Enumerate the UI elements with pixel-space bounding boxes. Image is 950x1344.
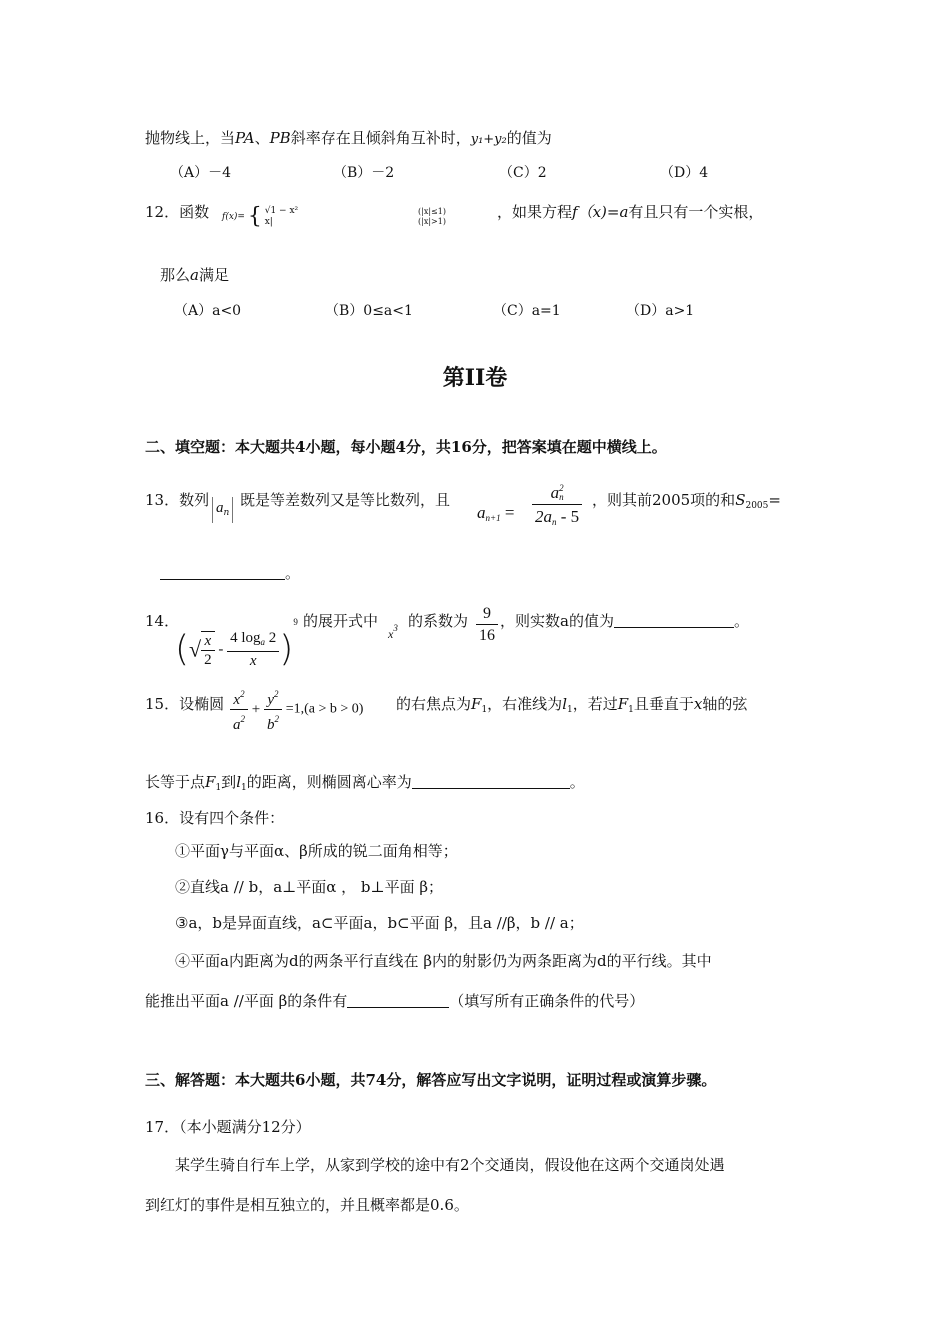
q15-line2b: 到 (221, 773, 237, 791)
q17-stem: 17．（本小题满分12分） (145, 1118, 311, 1136)
q13-frac-den-a: 2a (535, 507, 552, 526)
q14-frac-b-num-sub: a (260, 637, 266, 648)
q14-x3-x: x (388, 627, 394, 641)
q14-exponent: 9 (293, 617, 298, 627)
q14-text2: 的系数为 (408, 612, 469, 630)
q17-paragraph-2: 到红灯的事件是相互独立的，并且概率都是0.6。 (145, 1196, 469, 1214)
q11-stem (145, 128, 552, 150)
q12-text2: 有且只有一个实根， (628, 203, 764, 221)
q12-text1: ，如果方程 (497, 203, 573, 221)
q13-s-sub: 2005 (745, 501, 769, 511)
section2-title: 第II卷 (442, 365, 508, 391)
q15-b-sq: 2 (274, 714, 279, 724)
q14-stem-mid (303, 611, 378, 631)
q15-text2: ，右准线为 (487, 695, 563, 713)
q15-f1: F (471, 695, 482, 713)
q15-end: 。 (569, 773, 585, 791)
q14-frac-a (201, 631, 215, 669)
q14-stem (145, 611, 179, 631)
q14-left-paren: ( (175, 628, 190, 670)
q16-blank[interactable] (347, 993, 449, 1008)
q16-question-note: （填写所有正确条件的代号） (449, 992, 645, 1010)
q14-coef-frac (476, 604, 498, 647)
q15-l1-b-sub: 1 (241, 783, 247, 793)
q14-frac-b-num (227, 629, 279, 652)
q12-number: 12．函数 (145, 203, 210, 221)
q16-stem: 16．设有四个条件： (145, 809, 285, 827)
q15-a: a (233, 717, 241, 733)
q13-stem-right (592, 490, 781, 516)
q13-seq-a: a (216, 500, 224, 516)
q12-option-a: （A）a<0 (174, 303, 242, 319)
q15-text1: 的右焦点为 (396, 695, 472, 713)
q13-seq-sub: n (223, 508, 230, 518)
q15-plus: + (251, 701, 261, 718)
q15-f1-sub: 1 (481, 705, 488, 715)
q12-option-c: （C）a=1 (493, 303, 561, 319)
q12-fx: f（x)=a (572, 203, 629, 221)
q15-x-axis: x (693, 695, 703, 713)
q12-case2: x| (264, 217, 273, 227)
q15-frac-x-den (230, 710, 248, 734)
q14-coef-num: 9 (476, 604, 498, 625)
q12-line2-text-b: 满足 (198, 266, 229, 284)
q13-text1: 既是等差数列又是等比数列，且 (240, 491, 451, 509)
q14-frac-a-den: 2 (204, 651, 212, 668)
q11-option-d: （D）4 (660, 165, 709, 181)
q16-question-text: 能推出平面a //平面 β的条件有 (145, 992, 348, 1010)
q13-frac-den (532, 505, 582, 534)
q12-stem-right (497, 202, 763, 222)
q14-stem-mid2 (408, 611, 468, 631)
q13-frac-num-sup: 2 (559, 483, 564, 493)
q14-text3: ，则实数a的值为 (500, 612, 614, 630)
q15-ellipse (230, 685, 363, 734)
q12-conditions (418, 207, 446, 227)
q15-f1-b: F (617, 695, 629, 713)
q12-option-d: （D）a>1 (626, 303, 695, 319)
q11-y1y2: y₁+y₂ (470, 132, 507, 147)
q13-frac-den-sub: n (552, 517, 557, 527)
q13-frac-num-a: a (550, 483, 560, 502)
q15-b: b (266, 717, 275, 733)
q12-line2 (160, 265, 229, 285)
q15-text5: 轴的弦 (702, 695, 748, 713)
q15-x: x (233, 692, 241, 708)
q13-frac-num-sub: n (559, 492, 564, 502)
q12-cond1: (|x|≤1) (418, 207, 446, 216)
q14-blank[interactable] (614, 613, 734, 628)
q13-eq: = (504, 503, 515, 522)
q15-frac-y-num (264, 685, 282, 710)
q12-brace: { (247, 204, 262, 229)
q14-frac-b (227, 629, 279, 670)
q15-a-sq: 2 (240, 714, 245, 724)
q13-lhs-a: a (477, 503, 486, 522)
section3-heading: 三、解答题：本大题共6小题，共74分，解答应写出文字说明，证明过程或演算步骤。 (145, 1071, 717, 1089)
q15-line2a: 长等于点 (145, 773, 206, 791)
q13-frac-den-tail: - 5 (556, 507, 580, 526)
q14-x3 (388, 618, 398, 644)
q15-f1-c-sub: 1 (215, 783, 222, 793)
q13-lhs-sub: n+1 (485, 513, 501, 523)
q13-stem-mid (240, 490, 450, 510)
q14-end: 。 (733, 612, 749, 630)
q15-f1-c: F (205, 773, 216, 791)
q13-fraction (532, 482, 582, 534)
q14-frac-b-num-text: 4 log (230, 630, 261, 647)
q11-text2: 斜率存在且倾斜角互补时， (290, 129, 471, 147)
q15-blank[interactable] (412, 774, 570, 789)
q15-y: y (267, 692, 275, 708)
q14-number: 14． (145, 612, 180, 630)
q15-frac-y-den (264, 710, 282, 734)
q12-a: a (190, 266, 199, 284)
q14-minus: - (218, 641, 224, 658)
q15-line2 (145, 772, 585, 798)
q15-text4: 且垂直于 (633, 695, 694, 713)
q16-condition-3: ③a，b是异面直线，a⊂平面a，b⊂平面 β，且a //β，b // a； (175, 914, 584, 932)
q13-answer-line (160, 563, 300, 583)
q11-option-a: （A）－4 (170, 165, 232, 181)
q11-text: 抛物线上，当 (145, 129, 236, 147)
q13-text3: = (768, 491, 781, 509)
q15-l1-sub: 1 (567, 705, 573, 715)
q16-question (145, 991, 644, 1011)
q13-blank[interactable] (160, 565, 285, 580)
q11-sep: 、 (254, 129, 270, 147)
q13-lhs (477, 503, 514, 528)
q12-stem (145, 202, 209, 222)
q12-function (222, 206, 298, 228)
q11-pb: PB (269, 129, 291, 147)
q15-line2c: 的距离，则椭圆离心率为 (246, 773, 412, 791)
q11-text3: 的值为 (506, 129, 552, 147)
q11-option-c: （C）2 (499, 165, 547, 181)
q14-text1: 的展开式中 (303, 612, 379, 630)
q13-frac (532, 482, 582, 534)
q15-text3: ，若过 (572, 695, 618, 713)
q15-f1-b-sub: 1 (628, 705, 634, 715)
q14-sqrt: √ (189, 636, 202, 662)
q16-condition-4: ④平面a内距离为d的两条平行直线在 β内的射影仍为两条距离为d的平行线。其中 (175, 952, 712, 970)
q15-l1-b: l (236, 773, 241, 791)
q14-coef (476, 604, 498, 647)
q15-y-sq: 2 (274, 689, 279, 699)
q15-frac-x-num (230, 685, 248, 710)
q17-paragraph-1: 某学生骑自行车上学，从家到学校的途中有2个交通岗，假设他在这两个交通岗处遇 (175, 1156, 725, 1174)
q11-pa: PA (235, 129, 255, 147)
q15-frac-y (264, 685, 282, 734)
q12-func-lhs: f(x)= (222, 211, 245, 222)
q13-stem (145, 490, 209, 510)
q14-frac-b-num-tail: 2 (265, 630, 277, 647)
q13-number: 13．数列 (145, 491, 210, 509)
q12-option-b: （B）0≤a<1 (325, 303, 413, 319)
q12-case1: √1 − x² (264, 206, 299, 216)
q13-seq (212, 497, 233, 523)
q13-end: 。 (285, 564, 301, 582)
q12-cases (265, 206, 298, 228)
q15-stem (145, 694, 224, 714)
q15-l1: l (562, 695, 567, 713)
q14-frac-b-den: x (249, 653, 257, 670)
q12-line2-text: 那么 (160, 266, 191, 284)
q12-cond2: (|x|>1) (418, 217, 446, 226)
q15-stem-right (396, 694, 747, 720)
q13-frac-num (532, 482, 582, 505)
q14-right-paren: ) (279, 628, 294, 670)
q13-text2: ，则其前2005项的和 (592, 491, 736, 509)
q14-expression (175, 598, 298, 674)
q16-condition-2: ②直线a // b，a⊥平面α ， b⊥平面 β； (175, 878, 444, 896)
q14-stem-right (500, 611, 749, 631)
q14-frac-a-num: x (201, 632, 215, 651)
section2-heading: 二、填空题：本大题共4小题，每小题4分，共16分，把答案填在题中横线上。 (145, 438, 667, 456)
q14-x3-sup: 3 (393, 623, 398, 633)
q15-number: 15．设椭圆 (145, 695, 225, 713)
q14-coef-den: 16 (479, 627, 495, 644)
q16-condition-1: ①平面γ与平面α、β所成的锐二面角相等； (175, 842, 458, 860)
q15-x-sq: 2 (240, 689, 245, 699)
q15-frac-x (230, 685, 248, 734)
q15-eqtail: =1,(a > b > 0) (285, 701, 364, 717)
q11-option-b: （B）－2 (333, 165, 395, 181)
q13-s: S (735, 491, 746, 509)
